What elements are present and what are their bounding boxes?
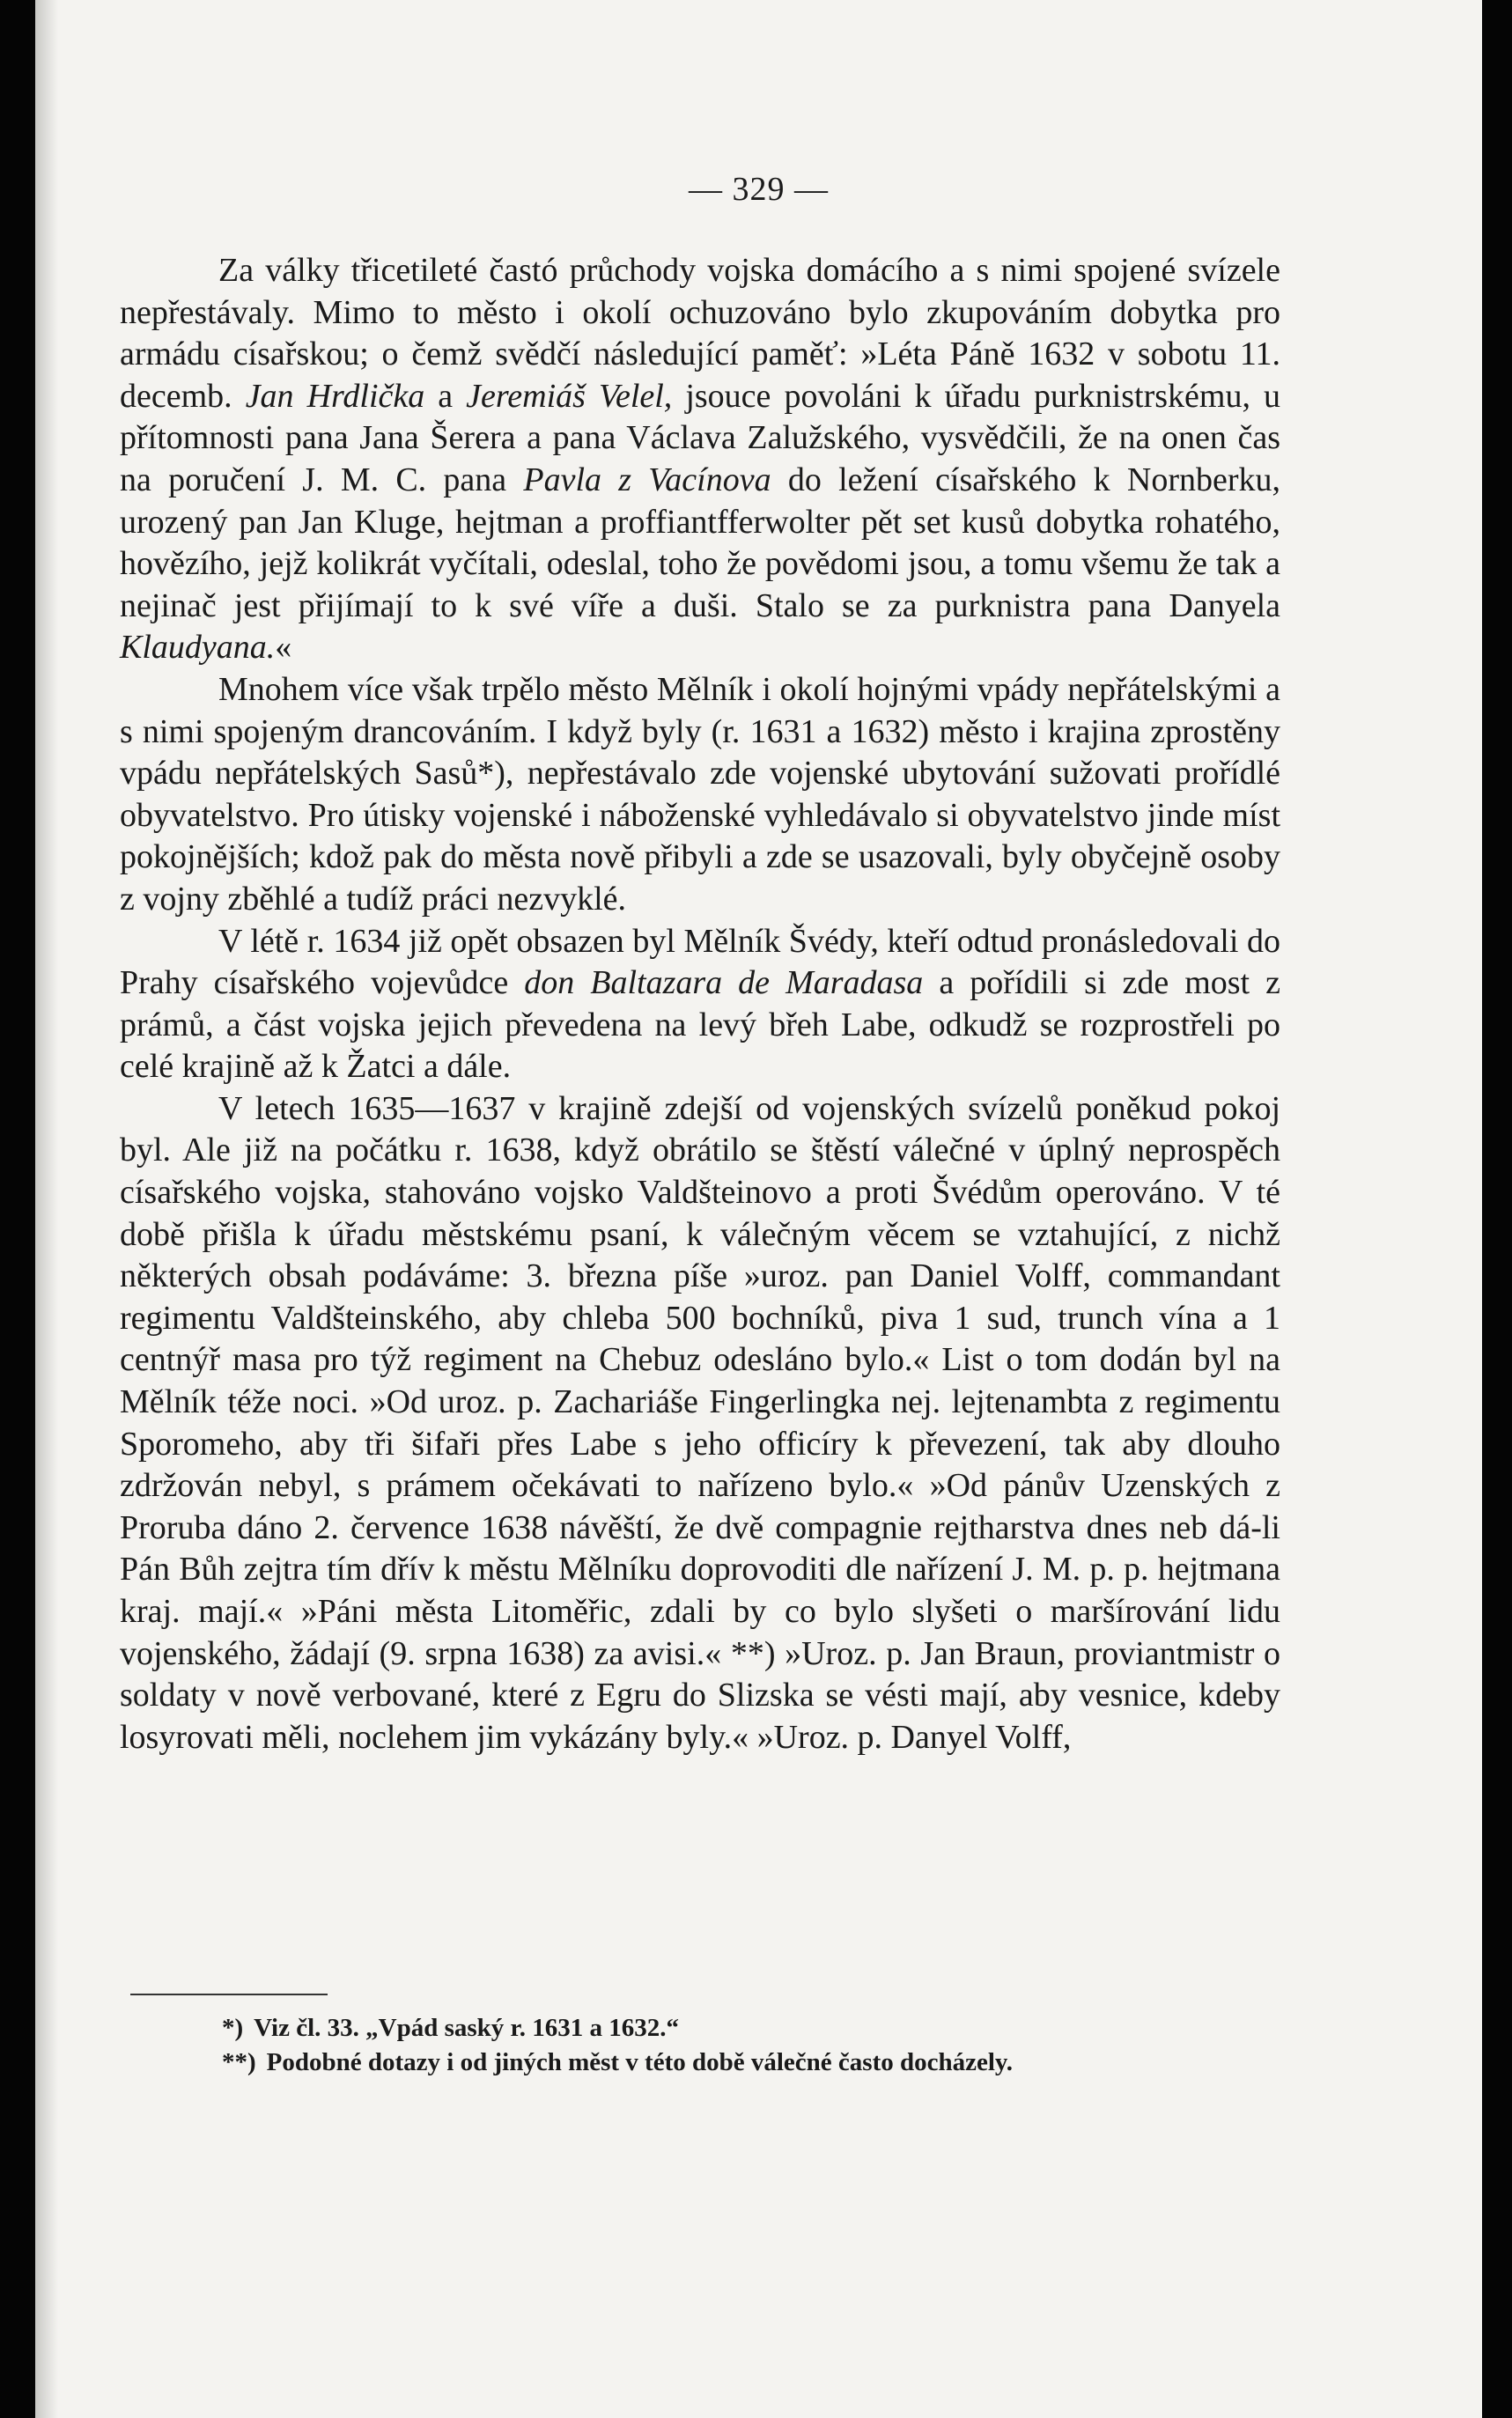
footnote-1	[222, 2011, 1314, 2046]
paragraph-2: Mnohem více však trpělo město Mělník i okolí hojnými vpády nepřátelskými a s nimi spojeným drancováním. I když byly (r. 1631 a 1632) město i krajina zprostěny vpádu nepřátelských Sasů*), nepřestávalo zde vojenské ubytování sužovati prořídlé obyvatelstvo. Pro útisky vojenské i náboženské vyhledávalo si obyvatelstvo jinde míst pokojnějších; kdož pak do města nově přibyli a zde se usazovali, byly obyčejně osoby z vojny zběhlé a tudíž práci nezvyklé.	[120, 670, 1280, 918]
page-number: — 329 —	[689, 171, 829, 208]
footnotes	[222, 2011, 1314, 2080]
paragraph-1-text-b: a	[424, 377, 467, 415]
paragraph-1	[120, 250, 1280, 669]
name-jan-hrdlicka: Jan Hrdlička	[245, 377, 425, 415]
paragraph-1-text-e: «	[275, 629, 292, 667]
page-gutter-shadow	[35, 0, 58, 2418]
paragraph-3	[120, 921, 1280, 1088]
body-text	[120, 250, 1280, 1758]
paragraph-3-text-b: a pořídili si zde most z prámů, a část vojska jejich převedena na levý břeh Labe, odkudž se rozprostřeli po celé krajině až k Žatci a dále.	[120, 964, 1280, 1086]
footnote-2-mark: **)	[222, 2048, 256, 2076]
footnote-1-text: Viz čl. 33. „Vpád saský r. 1631 a 1632.“	[254, 2014, 680, 2042]
book-page	[35, 0, 1482, 2418]
paragraph-4: V letech 1635—1637 v krajině zdejší od vojenských svízelů poněkud pokoj byl. Ale již na počátku r. 1638, když obrátilo se štěstí válečné v úplný neprospěch císařského vojska, stahováno vojsko Valdšteinovo a proti Švédům operováno. V té době přišla k úřadu městskému psaní, k válečným věcem se vztahující, z nichž některých obsah podáváme: 3. března píše »uroz. pan Daniel Volff, commandant regimentu Valdšteinského, aby chleba 500 bochníků, piva 1 sud, trunch vína a 1 centnýř masa pro týž regiment na Chebuz odesláno bylo.« List o tom dodán byl na Mělník téže noci. »Od uroz. p. Zachariáše Fingerlingka nej. lejtenambta z regimentu Sporomeho, aby tři šifaři přes Labe s jeho officíry k převezení, tak aby dlouho zdržován nebyl, s prámem očekávati to nařízeno bylo.« »Od pánův Uzenských z Proruba dáno 2. července 1638 návěští, že dvě compagnie rejtharstva dnes neb dá-li Pán Bůh zejtra tím dřív k městu Mělníku doprovoditi dle nařízení J. M. p. p. hejtmana kraj. mají.« »Páni města Litoměřic, zdali by co bylo slyšeti o maršírování lidu vojenského, žádají (9. srpna 1638) za avisi.« **) »Uroz. p. Jan Braun, proviantmistr o soldaty v nově verbované, které z Egru do Slizska se vésti mají, aby vesnice, kdeby losyrovati měli, noclehem jim vykázány byly.« »Uroz. p. Danyel Volff,	[120, 1089, 1280, 1756]
name-pavla-z-vacinova: Pavla z Vacínova	[523, 461, 771, 498]
paragraph-1-text-c: jsouce povoláni k úřadu purknistrskému, u přítomnosti pana Jana Šerera a pana Václava Zalužského, vysvědčili, že na onen čas na poručení J. M. C. pana	[120, 377, 1280, 498]
name-baltazar-de-maradas: don Baltazara de Maradasa	[524, 964, 924, 1002]
footnote-1-mark: *)	[222, 2014, 244, 2042]
paragraph-1-text-d: do ležení císařského k Nornberku, urozený pan Jan Kluge, hejtman a proffiantfferwolter pět set kusů dobytka rohatého, hovězího, jejž kolikrát vyčítali, odeslal, toho že povědomi jsou, a tomu všemu že tak a nejinač jest přijímají to k své víře a duši. Stalo se za purknistra pana Danyela	[120, 461, 1281, 624]
footnote-2-text: Podobné dotazy i od jiných měst v této době válečné často docházely.	[266, 2048, 1014, 2076]
name-jeremias-velel: Jeremiáš Velel,	[466, 377, 673, 415]
name-klaudyana: Klaudyana.	[120, 629, 276, 667]
paragraph-1-text-a: Za války třicetileté častó průchody vojska domácího a s nimi spojené svízele nepřestávaly. Mimo to město i okolí ochuzováno bylo zkupováním dobytka pro armádu císařskou; o čemž svědčí následující paměť: »Léta Páně 1632 v sobotu 11. decemb.	[120, 252, 1280, 415]
footnote-2	[222, 2046, 1314, 2080]
footnote-separator	[130, 1994, 328, 1995]
paragraph-3-text-a: V létě r. 1634 již opět obsazen byl Mělník Švédy, kteří odtud pronásledovali do Prahy císařského vojevůdce	[120, 922, 1280, 1002]
